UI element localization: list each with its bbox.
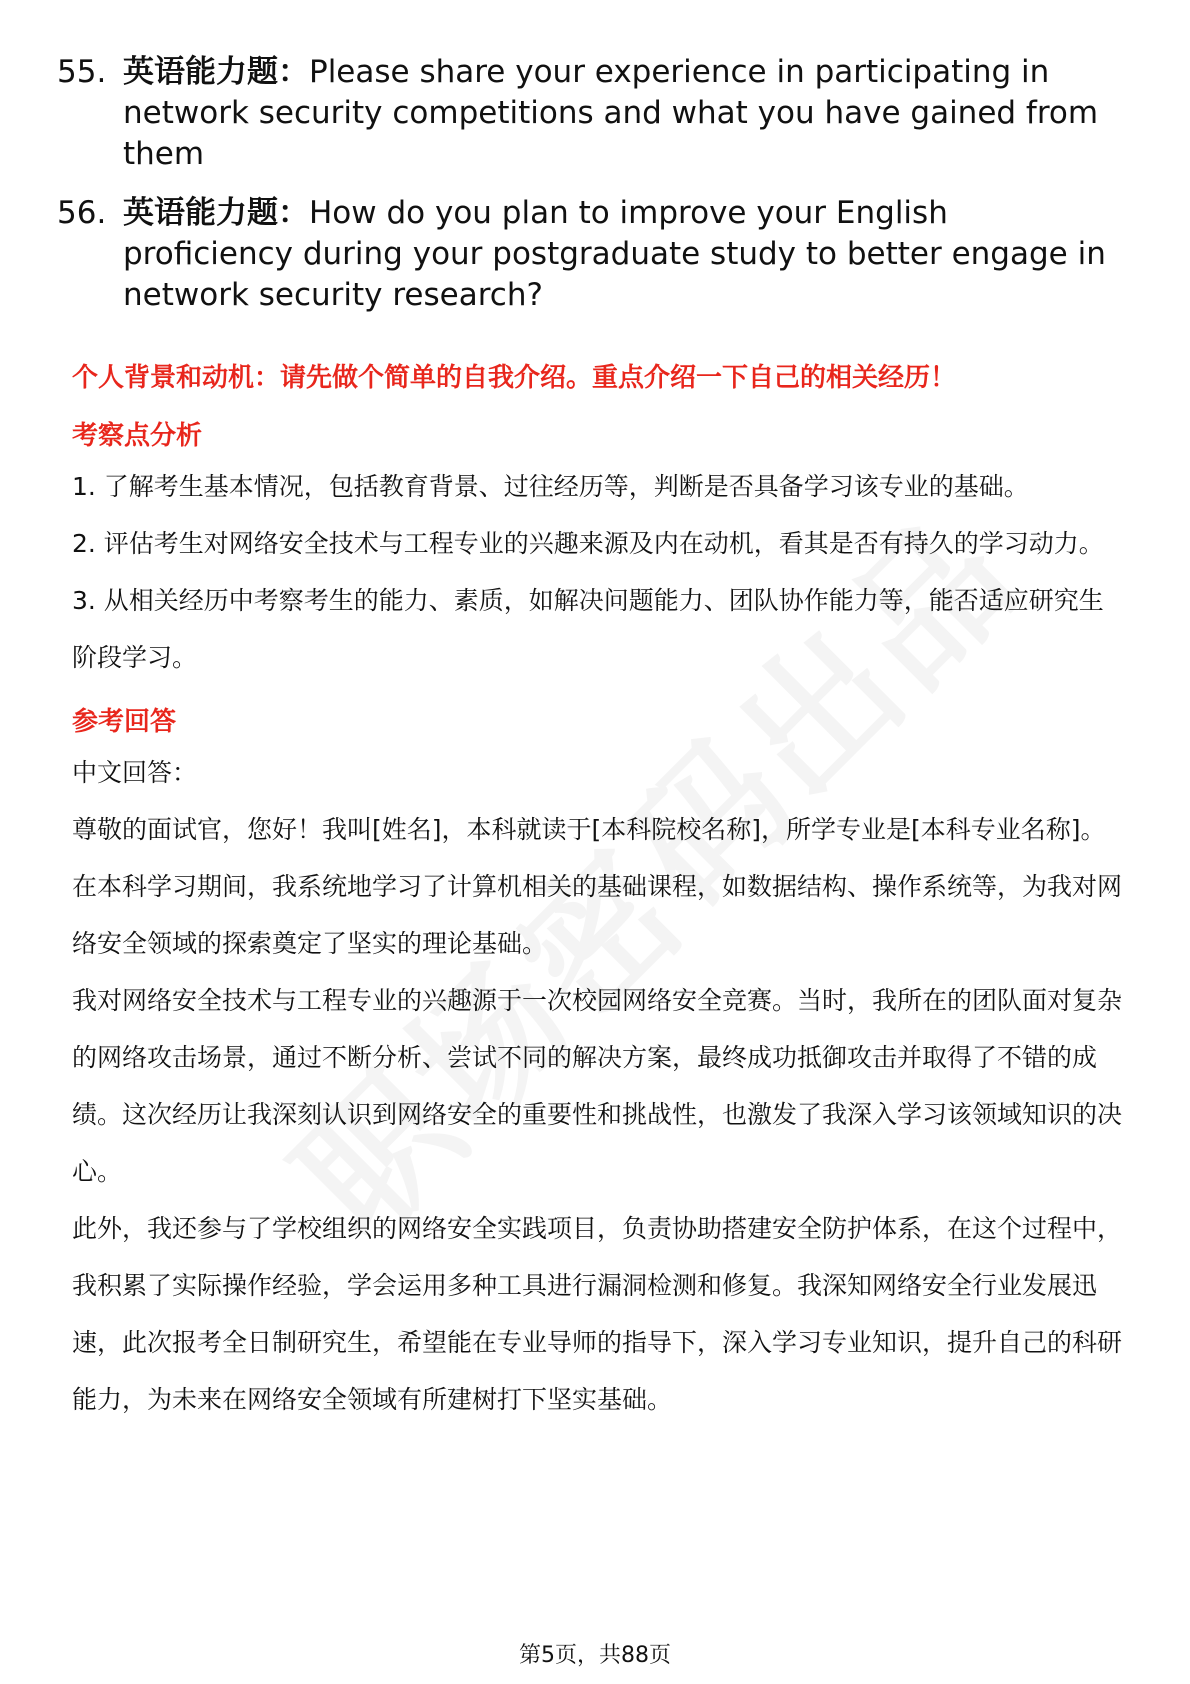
- question-tag: 英语能力题：: [123, 54, 309, 90]
- analysis-item: 1. 了解考生基本情况，包括教育背景、过往经历等，判断是否具备学习该专业的基础。: [72, 472, 1029, 501]
- analysis-item: 2. 评估考生对网络安全技术与工程专业的兴趣来源及内在动机，看其是否有持久的学习动力。: [72, 529, 1104, 558]
- answer-section: [72, 356, 1122, 1428]
- question-body: [123, 52, 1117, 175]
- question-tag: 英语能力题：: [123, 195, 309, 231]
- answer-paragraph: 此外，我还参与了学校组织的网络安全实践项目，负责协助搭建安全防护体系，在这个过程中，我积累了实际操作经验，学会运用多种工具进行漏洞检测和修复。我深知网络安全行业发展迅速，此次报考全日制研究生，希望能在专业导师的指导下，深入学习专业知识，提升自己的科研能力，为未来在网络安全领域有所建树打下坚实基础。: [72, 1214, 1123, 1414]
- analysis-heading: 考察点分析: [72, 421, 203, 451]
- question-item: [57, 193, 1117, 316]
- answer-label: 中文回答：: [72, 758, 198, 787]
- answer-paragraph: 我对网络安全技术与工程专业的兴趣源于一次校园网络安全竞赛。当时，我所在的团队面对复杂的网络攻击场景，通过不断分析、尝试不同的解决方案，最终成功抵御攻击并取得了不错的成绩。这次经历让我深刻认识到网络安全的重要性和挑战性，也激发了我深入学习该领域知识的决心。: [72, 986, 1123, 1186]
- question-list: [57, 52, 1117, 334]
- question-number: 55.: [57, 54, 107, 90]
- page-number: 第5页，共88页: [519, 1643, 671, 1668]
- answer-paragraph: 尊敬的面试官，您好！我叫[姓名]，本科就读于[本科院校名称]，所学专业是[本科专业名称]。在本科学习期间，我系统地学习了计算机相关的基础课程，如数据结构、操作系统等，为我对网络安全领域的探索奠定了坚实的理论基础。: [72, 815, 1123, 958]
- question-item: [57, 52, 1117, 175]
- section-title: 个人背景和动机：请先做个简单的自我介绍。重点介绍一下自己的相关经历！: [72, 363, 957, 393]
- question-number: 56.: [57, 195, 107, 231]
- question-text: Please share your experience in participating in network security competitions and what you have gained from them: [123, 54, 1099, 172]
- analysis-item: 3. 从相关经历中考察考生的能力、素质，如解决问题能力、团队协作能力等，能否适应研究生阶段学习。: [72, 586, 1104, 672]
- question-text: How do you plan to improve your English proficiency during your postgraduate study to better engage in network security research?: [123, 195, 1106, 313]
- answer-heading: 参考回答: [72, 707, 177, 737]
- question-body: [123, 193, 1117, 316]
